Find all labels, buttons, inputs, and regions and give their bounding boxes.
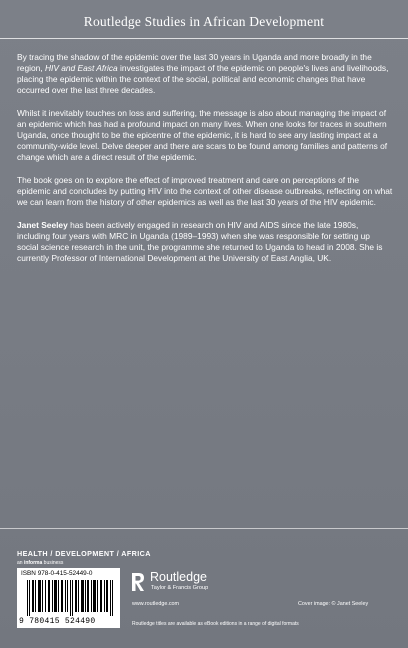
subject-category: HEALTH / DEVELOPMENT / AFRICA [17,549,151,558]
blurb-paragraph-2: Whilst it inevitably touches on loss and suffering, the message is also about managing the impact of an epidemic which has had a profound impact on many lives. When one looks for traces in southern Uganda, once thought to be the epicentre of the epidemic, it is hard to see any lasting impact at a community-wide level. Delve deeper and there are scars to be found among families and patterns of change which are a direct result of the epidemic. [17,108,388,162]
ebook-note: Routledge titles are available as eBook editions in a range of digital formats [132,621,299,627]
informa-tagline [17,560,63,566]
blurb [17,52,393,276]
informa-brand: informa [23,560,43,566]
barcode-panel [17,568,120,628]
author-bio [17,220,393,264]
barcode-icon [27,580,115,616]
paragraph-1-text-end: investigates the impact of the epidemic on people's lives and livelihoods, placing the epidemic within the context of the social, political and economic changes that have occurred over the last three decades. [17,63,389,95]
book-title-italic: HIV and East Africa [44,63,118,73]
blurb-paragraph-3: The book goes on to explore the effect of improved treatment and care on perceptions of the epidemic and concludes by putting HIV into the context of other disease outbreaks, reflecting on what we can learn from the history of other epidemics as well as the last 30 years of the HIV epidemic. [17,175,393,207]
paragraph-1-text-start: By tracing the shadow of the epidemic over the last 30 years in Uganda and more broadly in the region, [17,52,372,73]
series-title: Routledge Studies in African Development [83,14,325,29]
ean-digits: 9 780415 524490 [19,617,96,626]
routledge-logo-icon [131,572,145,592]
publisher-name: Routledge [150,570,207,584]
informa-prefix: an [17,560,24,566]
author-bio-text: has been actively engaged in research on HIV and AIDS since the late 1980s, including four years with MRC in Uganda (1989–1993) when she was responsible for setting up social science research in the unit, the programme she returned to Uganda to head in 2008. She is currently Professor of International Development at the University of East Anglia, UK. [17,220,383,263]
isbn-number: ISBN 978-0-415-52449-0 [21,570,93,577]
publisher-group: Taylor & Francis Group [151,585,209,591]
publisher-website: www.routledge.com [132,601,180,607]
footer-divider [0,528,408,529]
informa-suffix: business [42,560,64,566]
blurb-paragraph-1 [17,52,393,96]
author-name: Janet Seeley [17,220,68,230]
cover-image-credit: Cover image: © Janet Seeley [298,601,369,607]
header-divider [0,38,408,39]
